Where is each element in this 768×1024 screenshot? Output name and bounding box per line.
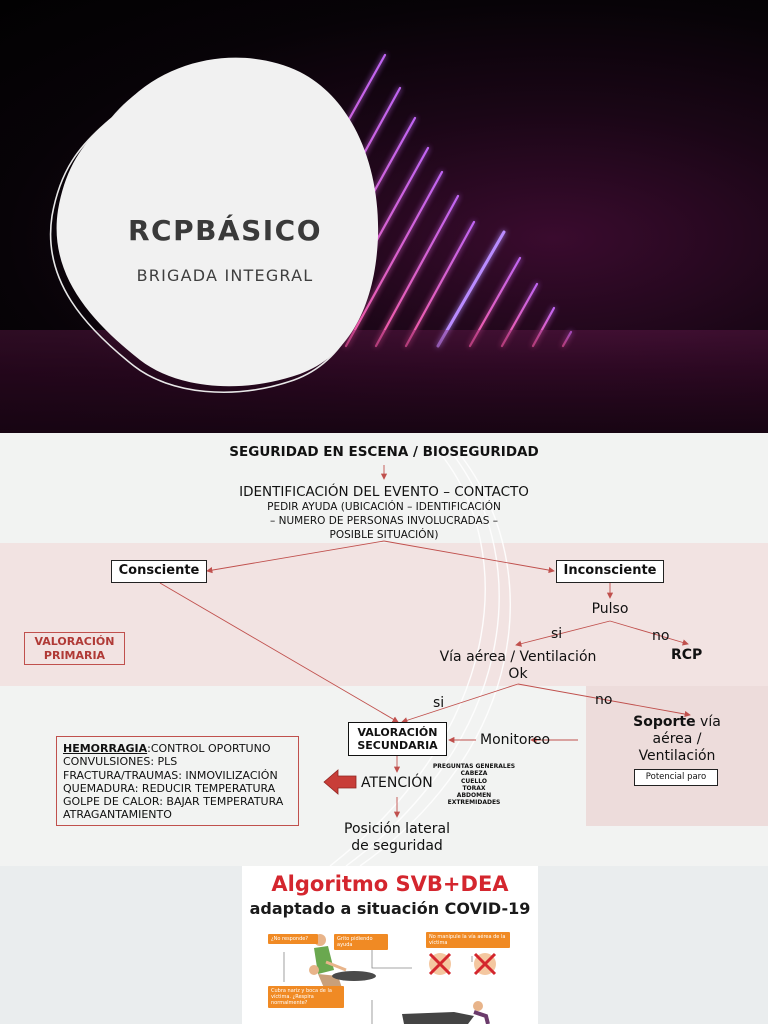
event-identification-title: IDENTIFICACIÓN DEL EVENTO – CONTACTO: [239, 484, 529, 500]
yes-label-airway: si: [433, 695, 445, 711]
emergency-actions-list: [56, 736, 299, 826]
svb-dea-poster: [242, 866, 538, 1024]
support-line-3: Ventilación: [638, 748, 716, 764]
unconscious-box: Inconsciente: [556, 560, 664, 583]
support-line-2: aérea /: [652, 731, 702, 747]
recovery-position-line-2: de seguridad: [351, 838, 443, 854]
question-item: ABDOMEN: [456, 792, 492, 800]
hemorrhage-action: :CONTROL OPORTUNO: [147, 742, 271, 755]
secondary-assessment-box: [348, 722, 447, 756]
airway-ventilation-label: Vía aérea / Ventilación: [439, 649, 597, 665]
poster-subtitle: adaptado a situación COVID-19: [249, 899, 531, 918]
question-item: TORAX: [462, 784, 486, 792]
step-no-airway: No manipule la vía aérea de la víctima: [426, 932, 510, 948]
secondary-assessment-line-1: VALORACIÓN: [357, 726, 438, 739]
seizures-item: CONVULSIONES: PLS: [63, 755, 178, 769]
question-item: EXTREMIDADES: [447, 799, 501, 807]
attention-label: ATENCIÓN: [361, 775, 433, 791]
heatstroke-item: GOLPE DE CALOR: BAJAR TEMPERATURA: [63, 795, 284, 809]
pulse-label: Pulso: [591, 601, 629, 617]
recovery-position-line-1: Posición lateral: [344, 821, 450, 837]
burns-item: QUEMADURA: REDUCIR TEMPERATURA: [63, 781, 276, 795]
ask-help-line-1: PEDIR AYUDA (UBICACIÓN – IDENTIFICACIÓN: [267, 501, 501, 513]
support-rest: vía: [695, 714, 721, 730]
support-bold: Soporte: [633, 714, 696, 730]
victim-figure-lower: [402, 1001, 488, 1024]
question-item: CUELLO: [461, 777, 487, 785]
step-no-response: ¿No responde?: [268, 934, 318, 944]
yes-label-pulse: si: [551, 626, 563, 642]
rcp-label: RCP: [671, 647, 703, 663]
secondary-assessment-line-2: SECUNDARIA: [357, 739, 438, 752]
no-label-airway: no: [595, 692, 613, 708]
presentation-subtitle: BRIGADA INTEGRAL: [136, 266, 314, 285]
step-call-help: Grito pidiendo ayuda: [334, 934, 388, 950]
hemorrhage-label: HEMORRAGIA: [63, 742, 148, 755]
question-item: CABEZA: [460, 770, 488, 778]
poster-title: Algoritmo SVB+DEA: [271, 872, 509, 896]
ask-help-line-3: POSIBLE SITUACIÓN): [329, 529, 439, 541]
hemorrhage-item: [63, 742, 292, 755]
primary-assessment-line-1: VALORACIÓN: [34, 635, 115, 648]
no-airway-icon: [429, 953, 496, 975]
fractures-item: FRACTURA/TRAUMAS: INMOVILIZACIÓN: [63, 768, 278, 782]
secondary-questions-list: [428, 763, 520, 807]
presentation-title: RCPBÁSICO: [127, 214, 323, 247]
question-item: PREGUNTAS GENERALES: [432, 763, 516, 770]
no-label-pulse: no: [652, 628, 670, 644]
support-line-1: [622, 714, 732, 730]
scene-safety-heading: SEGURIDAD EN ESCENA / BIOSEGURIDAD: [229, 444, 539, 460]
airway-ok-label: Ok: [508, 666, 528, 682]
conscious-box: Consciente: [111, 560, 207, 583]
monitoring-label: Monitoreo: [480, 732, 551, 748]
title-slide: [0, 0, 768, 433]
choking-item: ATRAGANTAMIENTO: [63, 808, 172, 822]
potential-arrest-box: Potencial paro: [634, 769, 718, 786]
flowchart-slide: [0, 433, 768, 866]
primary-assessment-line-2: PRIMARIA: [43, 649, 106, 662]
ask-help-line-2: – NUMERO DE PERSONAS INVOLUCRADAS –: [270, 515, 498, 527]
step-cover-nose: Cubra nariz y boca de la víctima. ¿Respira normalmente?: [268, 986, 344, 1008]
primary-assessment-label: [24, 632, 125, 665]
algorithm-slide: [0, 866, 768, 1024]
